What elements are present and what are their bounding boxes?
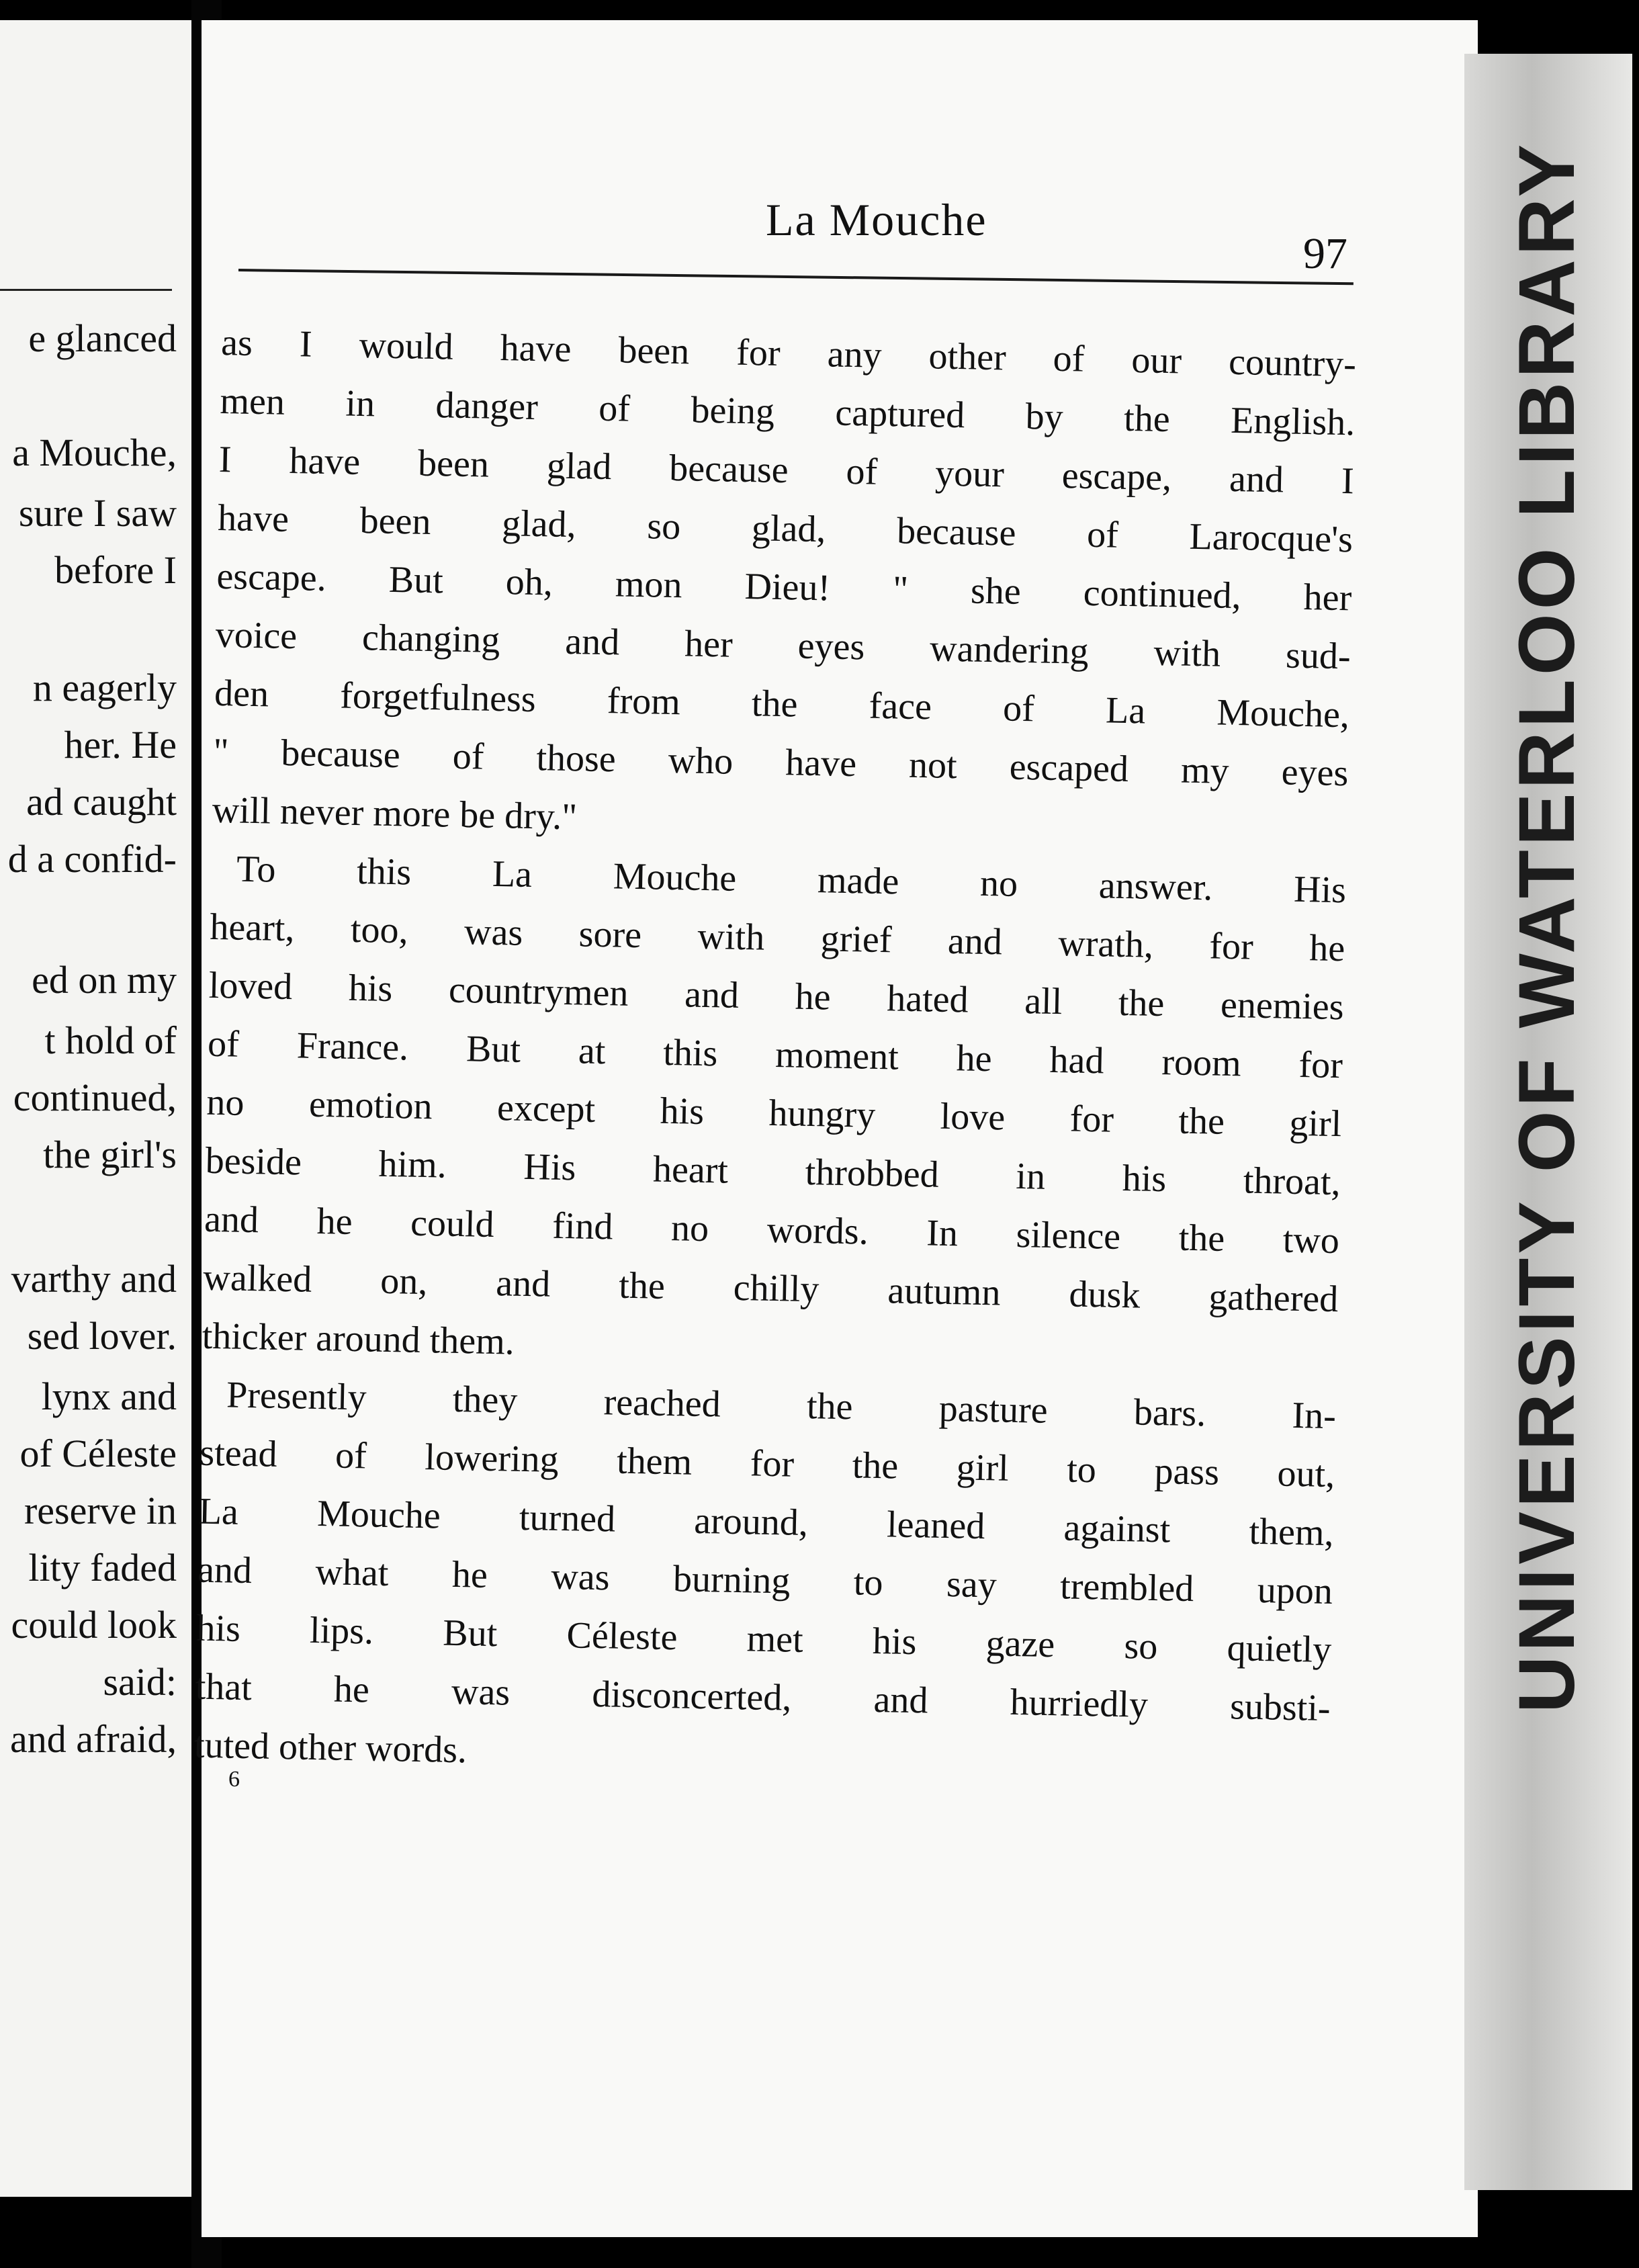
left-page-line: d a confid- [7, 837, 177, 881]
text-line: that he was disconcerted, and hurriedly substi- [195, 1665, 1331, 1730]
text-line: I have been glad because of your escape, and I [218, 438, 1355, 503]
text-line: will never more be dry." [212, 789, 578, 838]
left-page-line: and afraid, [10, 1717, 177, 1761]
left-page-line: t hold of [44, 1018, 177, 1062]
text-line: stead of lowering them for the girl to pass out, [199, 1432, 1335, 1496]
left-page-line: could look [11, 1603, 177, 1647]
text-line: thicker around them. [202, 1315, 515, 1363]
left-page-line: the girl's [43, 1133, 177, 1176]
running-head: La Mouche [766, 194, 987, 245]
left-page-line: lity faded [28, 1546, 177, 1589]
text-line: and what he was burning to say trembled upon [197, 1549, 1333, 1613]
left-page-line: said: [103, 1660, 177, 1704]
left-page-line: e glanced [28, 316, 177, 360]
text-line: his lips. But Céleste met his gaze so quietly [195, 1607, 1332, 1671]
text-line: no emotion except his hungry love for the girl [206, 1081, 1342, 1145]
text-line: have been glad, so glad, because of Larocque's [217, 496, 1354, 561]
text-line: loved his countrymen and he hated all the enemies [208, 964, 1345, 1029]
text-line: La Mouche turned around, leaned against them, [198, 1490, 1335, 1555]
left-page-line: before I [54, 548, 177, 592]
signature-mark: 6 [228, 1767, 240, 1792]
left-page-line: reserve in [24, 1489, 177, 1532]
left-page-line: n eagerly [32, 666, 177, 709]
left-page-line: a Mouche, [12, 431, 177, 474]
left-page-line: of Céleste [19, 1432, 177, 1475]
left-page-line: sed lover. [27, 1314, 177, 1358]
text-line: and he could find no words. In silence the two [204, 1198, 1340, 1262]
text-line: escape. But oh, mon Dieu! " she continued, her [216, 555, 1352, 619]
left-page-line: ed on my [32, 958, 177, 1002]
text-line: as I would have been for any other of our country- [220, 321, 1357, 386]
text-line: tuted other words. [193, 1724, 468, 1772]
body-text [193, 316, 1357, 1772]
left-page-line: ad caught [26, 780, 177, 824]
text-line: To this La Mouche made no answer. His [236, 848, 1347, 912]
text-line: of France. But at this moment he had room for [207, 1022, 1343, 1087]
left-header-rule [0, 289, 172, 291]
left-page-line: continued, [13, 1076, 177, 1119]
text-line: walked on, and the chilly autumn dusk gathered [202, 1256, 1339, 1321]
left-page-line: her. He [64, 723, 177, 767]
left-page-line: sure I saw [18, 491, 177, 535]
text-line: men in danger of being captured by the English. [219, 380, 1356, 444]
text-line: " because of those who have not escaped my eyes [212, 730, 1349, 795]
text-line: voice changing and her eyes wandering with sud- [215, 613, 1352, 678]
left-page-line: lynx and [41, 1375, 177, 1418]
page-97 [193, 20, 1478, 2237]
text-line: den forgetfulness from the face of La Mouche, [214, 672, 1350, 736]
left-page-line: varthy and [11, 1257, 177, 1301]
text-line: Presently they reached the pasture bars. In- [226, 1374, 1337, 1438]
library-stamp: UNIVERSITY OF WATERLOO LIBRARY [1503, 140, 1591, 1713]
text-line: beside him. His heart throbbed in his throat, [205, 1139, 1341, 1204]
left-facing-page [0, 20, 191, 2197]
text-line: heart, too, was sore with grief and wrath, for he [209, 906, 1345, 970]
header-rule [238, 269, 1354, 285]
page-number: 97 [1303, 229, 1347, 278]
